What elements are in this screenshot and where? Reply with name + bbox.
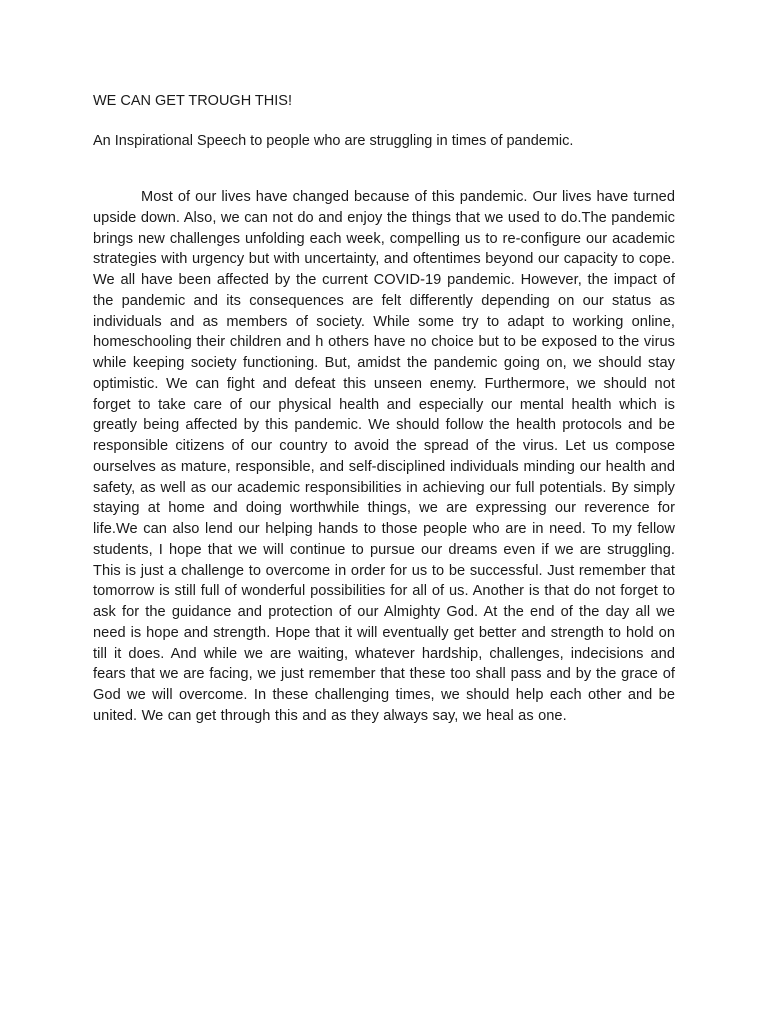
document-subtitle: An Inspirational Speech to people who are struggling in times of pandemic.: [93, 133, 574, 149]
document-title: WE CAN GET TROUGH THIS!: [93, 93, 292, 109]
document-body-paragraph: Most of our lives have changed because of this pandemic. Our lives have turned upside down. Also, we can not do and enjoy the things that we used to do.The pandemic brings new challenges unfolding each week, compelling us to re-configure our academic strategies with urgency but with uncertainty, and oftentimes beyond our capacity to cope. We all have been affected by the current COVID-19 pandemic. However, the impact of the pandemic and its consequences are felt differently depending on our status as individuals and as members of society. While some try to adapt to working online, homeschooling their children and h others have no choice but to be exposed to the virus while keeping society functioning. But, amidst the pandemic going on, we should stay optimistic. We can fight and defeat this unseen enemy. Furthermore, we should not forget to take care of our physical health and especially our mental health which is greatly being affected by this pandemic. We should follow the health protocols and be responsible citizens of our country to avoid the spread of the virus. Let us compose ourselves as mature, responsible, and self-disciplined individuals minding our health and safety, as well as our academic responsibilities in achieving our full potentials. By simply staying at home and doing worthwhile things, we are expressing our reverence for life.We can also lend our helping hands to those people who are in need. To my fellow students, I hope that we will continue to pursue our dreams even if we are struggling. This is just a challenge to overcome in order for us to be successful. Just remember that tomorrow is still full of wonderful possibilities for all of us. Another is that do not forget to ask for the guidance and protection of our Almighty God. At the end of the day all we need is hope and strength. Hope that it will eventually get better and strength to hold on till it does. And while we are waiting, whatever hardship, challenges, indecisions and fears that we are facing, we just remember that these too shall pass and by the grace of God we will overcome. In these challenging times, we should help each other and be united. We can get through this and as they always say, we heal as one.: [93, 189, 675, 724]
